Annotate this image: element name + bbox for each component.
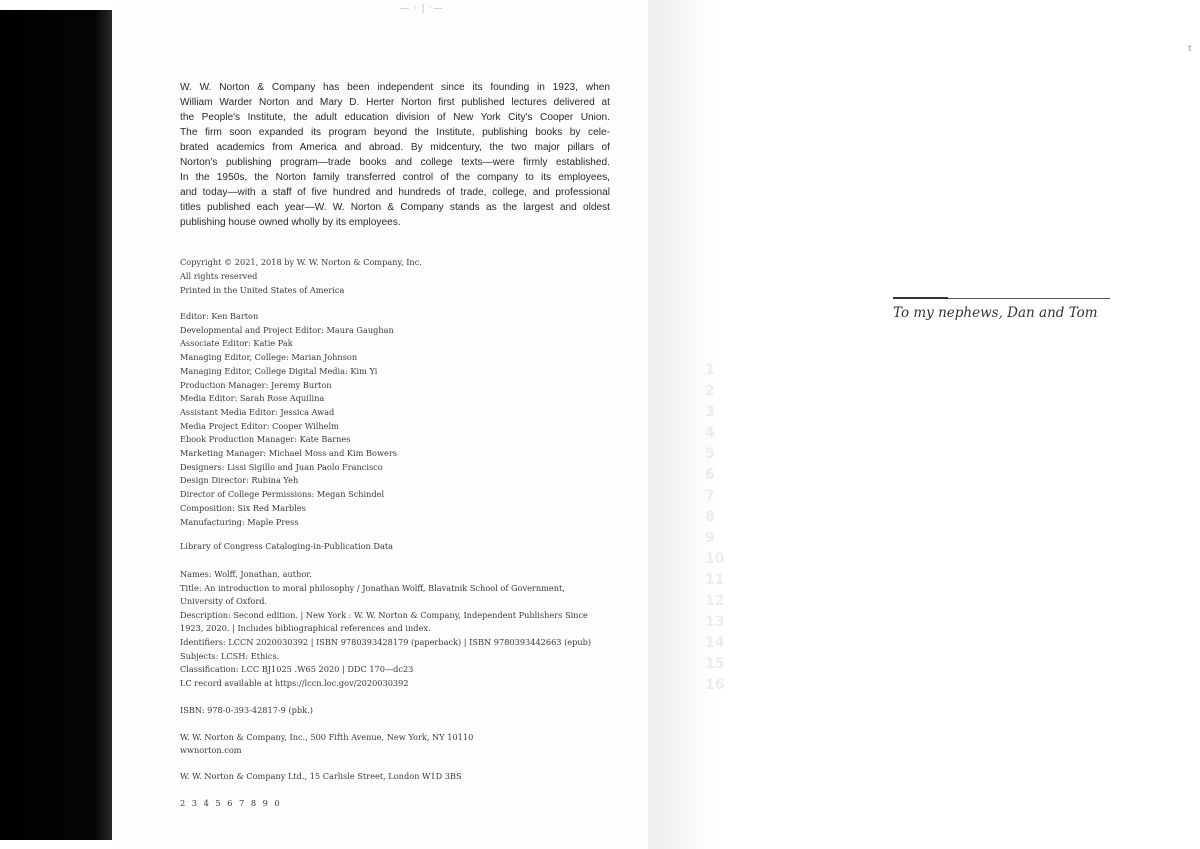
credit-line: Designers: Lissi Sigillo and Juan Paolo Francisco <box>180 461 383 472</box>
about-line: William Warder Norton and Mary D. Herter Norton first published lectures delivered at <box>180 97 610 108</box>
credit-line: Developmental and Project Editor: Maura Gaughan <box>180 324 394 335</box>
credit-line: Managing Editor, College Digital Media: Kim Yi <box>180 365 378 376</box>
cip-line: University of Oxford. <box>180 596 268 607</box>
credit-line: Ebook Production Manager: Kate Barnes <box>180 434 351 445</box>
edge-mark: t <box>1188 44 1192 54</box>
cip-line: Description: Second edition. | New York : W. W. Norton & Company, Independent Publishers Since <box>180 609 588 620</box>
cip-heading: Library of Congress Cataloging-in-Publication Data <box>180 541 393 551</box>
cip-line: Identifiers: LCCN 2020030392 | ISBN 9780393428179 (paperback) | ISBN 9780393442663 (epub) <box>180 637 592 647</box>
ghost-digit: 11 <box>705 572 725 588</box>
about-line: titles published each year—W. W. Norton & Company stands as the largest and oldest <box>180 202 610 213</box>
ghost-digit: 5 <box>705 446 715 462</box>
ghost-digit: 12 <box>705 593 725 609</box>
credit-line: Managing Editor, College: Marian Johnson <box>180 352 358 363</box>
credit-line: Director of College Permissions: Megan Schindel <box>180 489 385 500</box>
credit-line: Composition: Six Red Marbles <box>180 502 306 513</box>
ghost-digit: 16 <box>705 677 725 693</box>
bleed-through-numbers <box>705 360 745 800</box>
ghost-digit: 13 <box>705 614 725 630</box>
cip-line: Subjects: LCSH: Ethics. <box>180 650 280 661</box>
about-line: In the 1950s, the Norton family transferred control of the company to its employees, <box>180 172 610 183</box>
ghost-digit: 8 <box>705 509 715 525</box>
ghost-digit: 14 <box>705 635 725 651</box>
us-address-line: W. W. Norton & Company, Inc., 500 Fifth Avenue, New York, NY 10110 <box>180 732 474 742</box>
ghost-digit: 3 <box>705 404 715 420</box>
ghost-digit: 9 <box>705 530 715 546</box>
credit-line: Associate Editor: Katie Pak <box>180 338 293 349</box>
credit-line: Media Project Editor: Cooper Wilhelm <box>180 420 339 431</box>
right-page <box>718 0 1200 849</box>
credit-line: Assistant Media Editor: Jessica Awad <box>180 406 335 417</box>
printing-number-line: 2 3 4 5 6 7 8 9 0 <box>180 798 282 808</box>
cip-line: Classification: LCC BJ1025 .W65 2020 | DDC 170—dc23 <box>180 664 414 675</box>
ghost-digit: 10 <box>705 551 725 567</box>
credit-line: Manufacturing: Maple Press <box>180 516 299 527</box>
cip-line: Title: An introduction to moral philosophy / Jonathan Wolff, Blavatnik School of Government, <box>180 582 565 593</box>
about-line: Norton's publishing program—trade books and college texts—were firmly established. <box>180 157 610 168</box>
about-line: The firm soon expanded its program beyond the Institute, publishing books by cele- <box>180 127 610 138</box>
top-running-mark: — · | ·— <box>400 4 444 14</box>
about-line: the People's Institute, the adult education division of New York City's Cooper Union. <box>180 112 610 123</box>
ghost-digit: 7 <box>705 488 715 504</box>
isbn-line: ISBN: 978-0-393-42817-9 (pbk.) <box>180 705 313 715</box>
scanner-edge <box>0 10 112 840</box>
credit-line: Editor: Ken Barton <box>180 311 259 321</box>
ghost-digit: 1 <box>705 362 715 378</box>
rights-line: All rights reserved <box>180 271 258 281</box>
credit-line: Marketing Manager: Michael Moss and Kim Bowers <box>180 448 397 458</box>
cip-line: 1923, 2020. | Includes bibliographical references and index. <box>180 623 431 634</box>
credit-line: Design Director: Rubina Yeh <box>180 475 299 486</box>
credit-line: Media Editor: Sarah Rose Aquilina <box>180 393 325 404</box>
ghost-digit: 2 <box>705 383 715 399</box>
dedication-text: To my nephews, Dan and Tom <box>893 305 1098 321</box>
ghost-digit: 15 <box>705 656 725 672</box>
publisher-about-paragraph <box>180 80 610 230</box>
about-line: and today—with a staff of five hundred and hundreds of trade, college, and professional <box>180 187 610 198</box>
cip-line: LC record available at https://lccn.loc.gov/2020030392 <box>180 677 409 688</box>
about-line: W. W. Norton & Company has been independent since its founding in 1923, when <box>180 82 610 93</box>
copyright-line: Copyright © 2021, 2018 by W. W. Norton & Company, Inc. <box>180 257 422 267</box>
credit-line: Production Manager: Jeremy Burton <box>180 379 332 390</box>
ghost-digit: 6 <box>705 467 715 483</box>
uk-address-line: W. W. Norton & Company Ltd., 15 Carlisle Street, London W1D 3BS <box>180 771 462 781</box>
printed-line: Printed in the United States of America <box>180 285 345 295</box>
dedication-rule <box>893 298 1110 299</box>
about-line: brated academics from America and abroad. By midcentury, the two major pillars of <box>180 142 610 153</box>
ghost-digit: 4 <box>705 425 715 441</box>
cip-line: Names: Wolff, Jonathan, author. <box>180 569 312 579</box>
website-line: wwnorton.com <box>180 745 242 755</box>
about-line: publishing house owned wholly by its employees. <box>180 217 401 228</box>
